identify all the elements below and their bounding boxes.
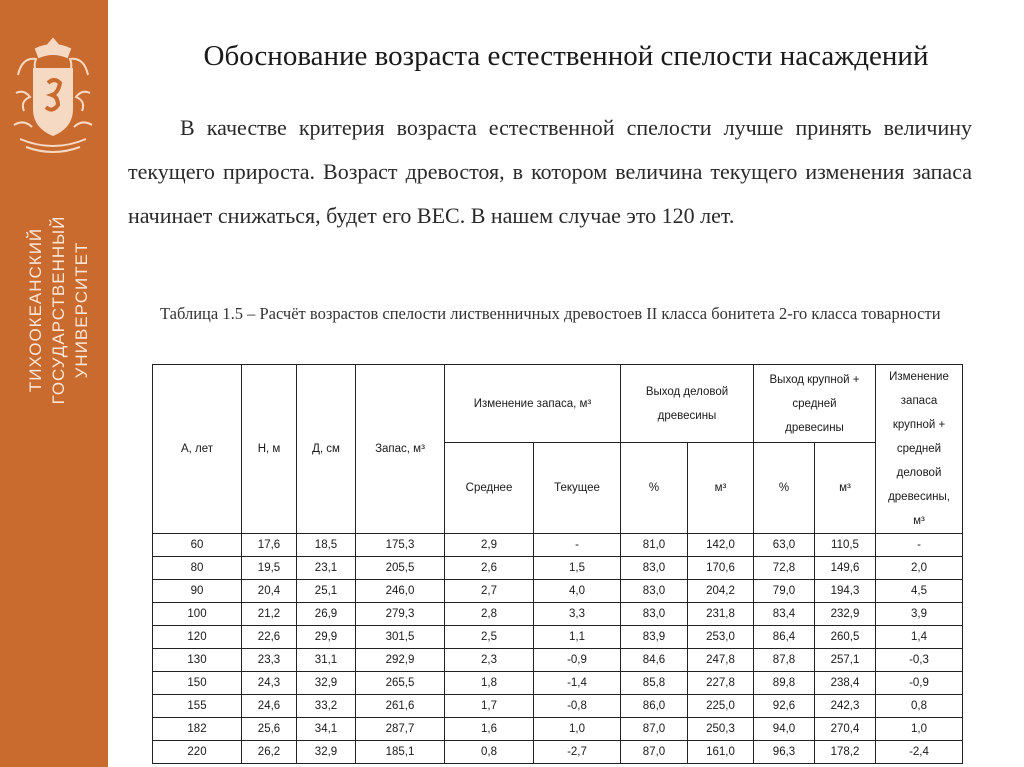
table-cell: 0,8 — [876, 695, 963, 718]
header-business-yield: Выход деловой древесины — [621, 365, 754, 443]
table-cell: 83,0 — [621, 603, 688, 626]
table-cell: 253,0 — [688, 626, 754, 649]
table-cell: 83,9 — [621, 626, 688, 649]
table-cell: 150 — [153, 672, 242, 695]
header-diameter: Д, см — [297, 365, 356, 534]
header-business-m3: м³ — [688, 443, 754, 534]
table-cell: 85,8 — [621, 672, 688, 695]
table-cell: 87,0 — [621, 718, 688, 741]
table-row — [153, 626, 963, 649]
table-cell: 92,6 — [754, 695, 815, 718]
table-cell: 279,3 — [356, 603, 445, 626]
table-cell: 72,8 — [754, 557, 815, 580]
table-cell: 84,6 — [621, 649, 688, 672]
table-cell: 194,3 — [815, 580, 876, 603]
table-cell: 2,5 — [445, 626, 534, 649]
table-cell: 227,8 — [688, 672, 754, 695]
table-cell: 1,1 — [534, 626, 621, 649]
table-cell: 86,0 — [621, 695, 688, 718]
table-cell: 1,5 — [534, 557, 621, 580]
table-cell: 246,0 — [356, 580, 445, 603]
table-cell: 80 — [153, 557, 242, 580]
table-cell: 220 — [153, 741, 242, 764]
table-cell: 86,4 — [754, 626, 815, 649]
header-stock: Запас, м³ — [356, 365, 445, 534]
table-cell: 20,4 — [242, 580, 297, 603]
table-row — [153, 741, 963, 764]
table-row — [153, 649, 963, 672]
table-cell: 81,0 — [621, 534, 688, 557]
table-cell: 26,2 — [242, 741, 297, 764]
header-large-yield: Выход крупной + средней древесины — [754, 365, 876, 443]
table-cell: 87,8 — [754, 649, 815, 672]
header-height: Н, м — [242, 365, 297, 534]
table-cell: 3,9 — [876, 603, 963, 626]
table-cell: 178,2 — [815, 741, 876, 764]
table-cell: 231,8 — [688, 603, 754, 626]
header-stock-change: Изменение запаса, м³ — [445, 365, 621, 443]
table-cell: 60 — [153, 534, 242, 557]
table-cell: 1,6 — [445, 718, 534, 741]
table-cell: 2,3 — [445, 649, 534, 672]
table-row — [153, 672, 963, 695]
table-row — [153, 603, 963, 626]
table-cell: 24,6 — [242, 695, 297, 718]
table-cell: 18,5 — [297, 534, 356, 557]
table-cell: 19,5 — [242, 557, 297, 580]
table-cell: 96,3 — [754, 741, 815, 764]
table-cell: 63,0 — [754, 534, 815, 557]
header-age: А, лет — [153, 365, 242, 534]
table-cell: 26,9 — [297, 603, 356, 626]
table-row — [153, 718, 963, 741]
table-cell: 2,9 — [445, 534, 534, 557]
table-cell: 31,1 — [297, 649, 356, 672]
table-cell: 182 — [153, 718, 242, 741]
table-cell: 89,8 — [754, 672, 815, 695]
table-cell: 110,5 — [815, 534, 876, 557]
table-cell: -1,4 — [534, 672, 621, 695]
table-cell: 261,6 — [356, 695, 445, 718]
table-cell: 170,6 — [688, 557, 754, 580]
table-cell: 3,3 — [534, 603, 621, 626]
table-cell: 265,5 — [356, 672, 445, 695]
university-name-line: ГОСУДАРСТВЕННЫЙ — [48, 215, 68, 405]
table-cell: 2,8 — [445, 603, 534, 626]
sidebar — [0, 0, 108, 767]
table-cell: 120 — [153, 626, 242, 649]
table-cell: 232,9 — [815, 603, 876, 626]
table-cell: -2,4 — [876, 741, 963, 764]
table-cell: -2,7 — [534, 741, 621, 764]
table-cell: 32,9 — [297, 741, 356, 764]
table-cell: 4,0 — [534, 580, 621, 603]
table-cell: 1,7 — [445, 695, 534, 718]
table-cell: 25,6 — [242, 718, 297, 741]
table-cell: 204,2 — [688, 580, 754, 603]
table-cell: 250,3 — [688, 718, 754, 741]
body-paragraph-text: В качестве критерия возраста естественной спелости лучше принять величину текущего прироста. Возраст древостоя, в котором величина текущего изменения запаса начинает снижаться, будет его ВЕС. В нашем случае это 120 лет. — [128, 115, 972, 228]
table-row — [153, 580, 963, 603]
table-cell: 34,1 — [297, 718, 356, 741]
table-cell: 2,0 — [876, 557, 963, 580]
table-cell: -0,9 — [534, 649, 621, 672]
table-cell: 100 — [153, 603, 242, 626]
table-body — [153, 534, 963, 764]
table-cell: 32,9 — [297, 672, 356, 695]
table-cell: 29,9 — [297, 626, 356, 649]
table-cell: 24,3 — [242, 672, 297, 695]
university-name-line: ТИХООКЕАНСКИЙ — [25, 227, 45, 393]
university-name-line: УНИВЕРСИТЕТ — [71, 241, 91, 379]
table-cell: 23,1 — [297, 557, 356, 580]
table-cell: 185,1 — [356, 741, 445, 764]
table-cell: 257,1 — [815, 649, 876, 672]
university-name — [18, 170, 98, 450]
university-crest-icon — [10, 35, 96, 157]
table-cell: 23,3 — [242, 649, 297, 672]
table-cell: 33,2 — [297, 695, 356, 718]
header-change-business: Изменение запаса крупной + средней деловой древесины, м³ — [876, 365, 963, 534]
table-cell: 94,0 — [754, 718, 815, 741]
table-cell: 22,6 — [242, 626, 297, 649]
table-cell: 225,0 — [688, 695, 754, 718]
table-cell: 238,4 — [815, 672, 876, 695]
header-large-m3: м³ — [815, 443, 876, 534]
table-cell: 242,3 — [815, 695, 876, 718]
table-cell: 270,4 — [815, 718, 876, 741]
header-average: Среднее — [445, 443, 534, 534]
table-cell: 25,1 — [297, 580, 356, 603]
header-current: Текущее — [534, 443, 621, 534]
table-cell: 149,6 — [815, 557, 876, 580]
table-cell: 2,6 — [445, 557, 534, 580]
table-cell: 155 — [153, 695, 242, 718]
table-cell: 142,0 — [688, 534, 754, 557]
slide-title: Обоснование возраста естественной спелости насаждений — [203, 40, 929, 72]
table-cell: 87,0 — [621, 741, 688, 764]
table-cell: 1,8 — [445, 672, 534, 695]
table-cell: - — [876, 534, 963, 557]
body-paragraph — [128, 106, 972, 238]
header-business-pct: % — [621, 443, 688, 534]
table-cell: 205,5 — [356, 557, 445, 580]
table-cell: 1,0 — [876, 718, 963, 741]
table-cell: 130 — [153, 649, 242, 672]
table-cell: 292,9 — [356, 649, 445, 672]
table-cell: 90 — [153, 580, 242, 603]
table-cell: 287,7 — [356, 718, 445, 741]
maturity-table — [152, 364, 963, 764]
table-cell: 247,8 — [688, 649, 754, 672]
table-cell: 83,0 — [621, 557, 688, 580]
table-cell: 1,4 — [876, 626, 963, 649]
table-cell: 161,0 — [688, 741, 754, 764]
table-cell: 0,8 — [445, 741, 534, 764]
table-cell: 175,3 — [356, 534, 445, 557]
table-caption: Таблица 1.5 – Расчёт возрастов спелости лиственничных древостоев II класса бонитета 2-го класса товарности — [160, 304, 941, 323]
table-cell: - — [534, 534, 621, 557]
table-cell: -0,3 — [876, 649, 963, 672]
table-cell: -0,8 — [534, 695, 621, 718]
table-row — [153, 534, 963, 557]
table-cell: 83,4 — [754, 603, 815, 626]
table-row — [153, 695, 963, 718]
table-cell: 79,0 — [754, 580, 815, 603]
table-cell: -0,9 — [876, 672, 963, 695]
table-cell: 301,5 — [356, 626, 445, 649]
table-cell: 4,5 — [876, 580, 963, 603]
table-row — [153, 557, 963, 580]
table-cell: 17,6 — [242, 534, 297, 557]
table-cell: 83,0 — [621, 580, 688, 603]
table-cell: 260,5 — [815, 626, 876, 649]
header-large-pct: % — [754, 443, 815, 534]
table-cell: 21,2 — [242, 603, 297, 626]
table-cell: 1,0 — [534, 718, 621, 741]
table-cell: 2,7 — [445, 580, 534, 603]
